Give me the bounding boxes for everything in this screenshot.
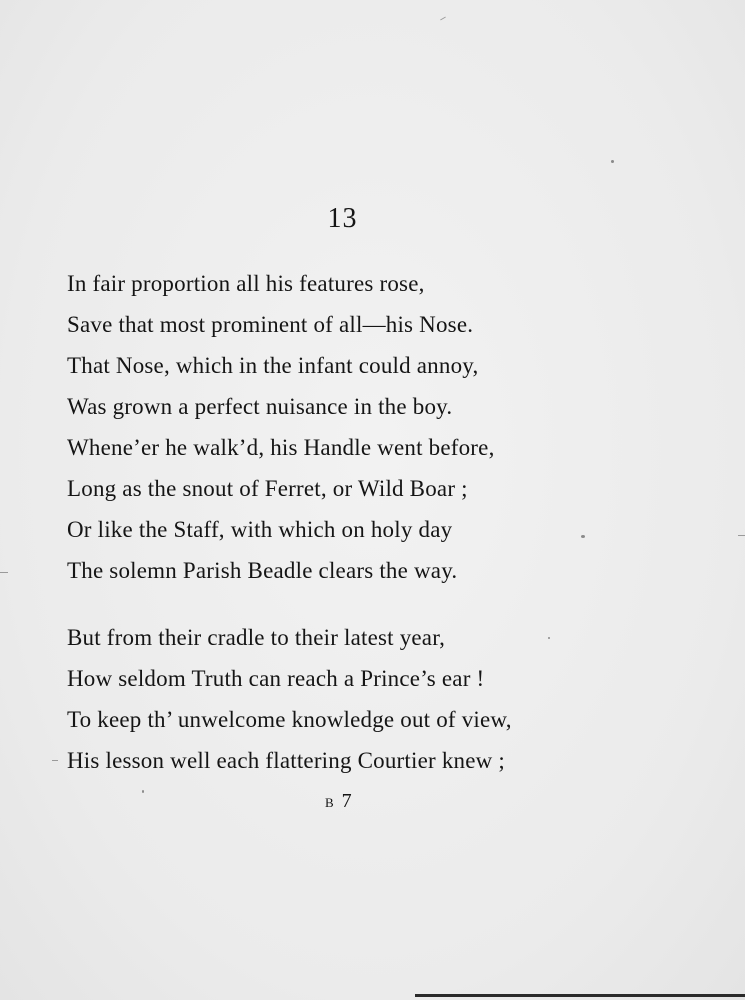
scan-mark [738, 535, 745, 536]
verse-line: Or like the Staff, with which on holy day [67, 517, 453, 542]
verse-line: The solemn Parish Beadle clears the way. [67, 558, 458, 583]
signature-letter: B [325, 795, 335, 810]
scan-mark [0, 572, 8, 573]
verse-line: How seldom Truth can reach a Prince’s ear ! [67, 666, 485, 691]
signature-number: 7 [341, 790, 354, 812]
page-number: 13 [327, 203, 358, 234]
verse-line: But from their cradle to their latest year, [67, 625, 446, 650]
verse-line: His lesson well each flattering Courtier knew ; [67, 748, 505, 773]
verse-line: Was grown a perfect nuisance in the boy. [67, 394, 453, 419]
scan-edge [415, 994, 745, 997]
stanza-2 [67, 617, 627, 781]
scan-speck [611, 160, 614, 163]
verse-line: Whene’er he walk’d, his Handle went before, [67, 435, 495, 460]
scan-speck [142, 790, 144, 793]
verse-line: Long as the snout of Ferret, or Wild Boar ; [67, 476, 468, 501]
verse-line: In fair proportion all his features rose, [67, 271, 425, 296]
scan-mark [440, 17, 446, 21]
verse-line: That Nose, which in the infant could annoy, [67, 353, 479, 378]
stanza-1 [67, 263, 627, 591]
verse-line: Save that most prominent of all—his Nose. [67, 312, 474, 337]
verse-line: To keep th’ unwelcome knowledge out of view, [67, 707, 512, 732]
signature-mark [325, 790, 354, 813]
scan-mark [52, 760, 58, 761]
